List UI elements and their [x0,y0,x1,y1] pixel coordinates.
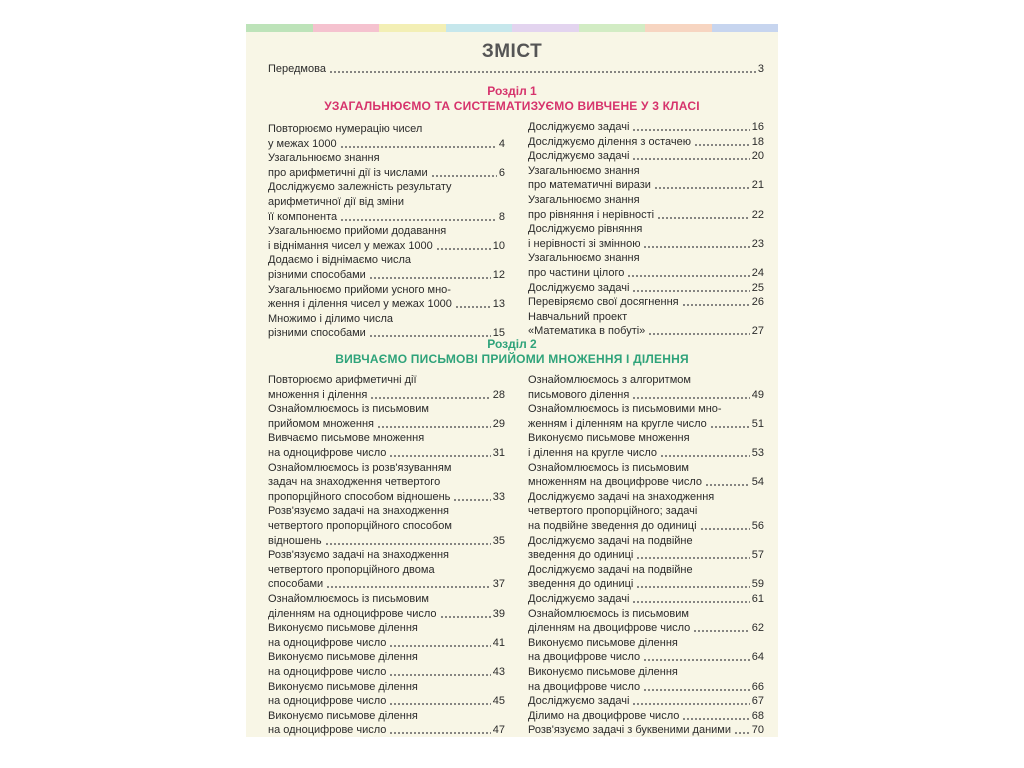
entry-last-line [268,137,505,151]
page-number: 70 [751,724,764,737]
entry-last-line [528,680,764,694]
page-number: 43 [492,666,505,678]
stripe-segment [446,24,513,32]
entry-text: на одноцифрове число [268,724,387,737]
dot-leader [636,557,749,559]
entry-text: її компонента [268,210,338,223]
entry-line: Досліджуємо задачі на подвійне [528,534,693,547]
page-number: 67 [751,695,764,708]
entry-line: Виконуємо письмове множення [528,432,690,445]
entry-line: Ознайомлюємось із письмовим [528,461,689,474]
entry-last-line [268,388,505,402]
page-number: 22 [751,208,764,221]
page-number: 3 [757,63,764,75]
entry-text: зведення до одиниці [528,578,634,591]
entry-line: Виконуємо письмове ділення [268,709,418,722]
entry-line: четвертого пропорційного двома [268,563,435,576]
page-number: 45 [492,695,505,708]
dot-leader [389,732,490,734]
entry-line: Ознайомлюємось з алгоритмом [528,374,691,386]
entry-last-line [528,694,764,708]
dot-leader [632,703,749,705]
entry-text: зведення до одиниці [528,549,634,562]
entry-text: Досліджуємо задачі [528,695,630,708]
dot-leader [694,144,750,146]
dot-leader [431,175,497,177]
page-number: 37 [492,578,505,591]
page-number: 6 [498,166,505,179]
entry-last-line [268,268,505,282]
entry-last-line [528,650,764,664]
entry-last-line [528,178,764,192]
page-number: 15 [492,327,505,340]
entry-text: діленням на одноцифрове число [268,607,437,620]
entry-text: різними способами [268,269,366,281]
entry-last-line [268,607,505,621]
entry-line: Повторюємо нумерацію чисел [268,123,423,135]
entry-line: Навчальний проект [528,310,628,323]
entry-last-line [268,297,505,311]
entry-line: Досліджуємо задачі на подвійне [528,563,693,576]
entry-text: женням і діленням на кругле число [528,417,707,430]
entry-last-line [528,592,764,606]
page-number: 23 [751,237,764,250]
entry-line: Досліджуємо залежність результату [268,181,452,194]
entry-text: Досліджуємо задачі [528,593,630,605]
dot-leader [389,455,490,457]
entry-line: Досліджуємо задачі на знаходження [528,490,715,503]
entry-text: на подвійне зведення до одиниці [528,520,697,532]
page-number: 28 [492,388,505,401]
dot-leader [632,129,749,131]
dot-leader [632,601,749,603]
entry-text: на одноцифрове число [268,447,387,459]
entry-last-line [268,166,505,180]
entry-last-line [268,534,505,548]
entry-text: Розв'язуємо задачі з буквеними даними [528,724,732,737]
entry-last-line [528,475,764,489]
page-number: 4 [498,137,505,150]
entry-text: різними способами [268,327,366,340]
entry-line: Узагальнюємо прийоми усного мно- [268,283,451,296]
dot-leader [440,616,491,618]
entry-last-line [268,490,505,504]
dot-leader [627,275,749,277]
page-number: 54 [751,476,764,489]
page-number: 49 [751,388,764,401]
page-number: 57 [751,549,764,562]
page-number: 24 [751,267,764,279]
entry-line: Ознайомлюємось із розв'язуванням [268,461,452,474]
entry-text: і віднімання чисел у межах 1000 [268,239,433,252]
stripe-segment [712,24,779,32]
entry-line: Розв'язуємо задачі на знаходження [268,549,449,562]
entry-text: про арифметичні дії із числами [268,166,428,179]
page-number: 31 [492,447,505,459]
page-number: 64 [751,651,764,664]
entry-line: арифметичної дії від зміни [268,196,404,208]
entry-last-line [528,723,764,737]
entry-last-line [528,237,764,251]
entry-text: про частини цілого [528,267,625,279]
entry-line: Ознайомлюємось із письмовим [268,593,429,605]
page-number: 56 [751,520,764,532]
page-number: 68 [751,709,764,722]
entry-line: Узагальнюємо знання [268,152,380,165]
page-title: ЗМІСТ [481,41,543,62]
page-number: 10 [492,239,505,252]
entry-text: письмового ділення [528,388,630,401]
dot-leader [325,543,491,545]
page-number: 53 [751,447,764,459]
dot-leader [734,732,750,734]
entry-text: на одноцифрове число [268,695,387,708]
entry-line: Ознайомлюємось із письмовим [268,403,429,416]
page-number: 62 [751,622,764,635]
entry-text: про рівняння і нерівності [528,208,655,221]
page-number: 59 [751,578,764,591]
dot-leader [643,246,749,248]
dot-leader [632,397,749,399]
entry-line: Повторюємо арифметичні дії [268,374,417,386]
dot-leader [389,645,490,647]
entry-line: Виконуємо письмове ділення [268,651,418,664]
entry-text: пропорційного способом відношень [268,490,451,503]
entry-last-line [528,709,764,723]
entry-text: на двоцифрове число [528,651,641,664]
dot-leader [389,703,490,705]
dot-leader [632,290,749,292]
page-number: 39 [492,607,505,620]
section-1-number: Розділ 1 [487,84,537,98]
entry-last-line [528,149,764,163]
entry-last-line [268,446,505,460]
dot-leader [455,306,491,308]
page-number: 8 [498,210,505,223]
dot-leader [682,718,749,720]
entry-text: Ділимо на двоцифрове число [528,709,680,722]
entry-line: Ознайомлюємось із письмовим [528,607,689,620]
dot-leader [370,397,490,399]
stripe-segment [379,24,446,32]
entry-last-line [528,417,764,431]
entry-last-line [268,239,505,253]
page-number: 61 [751,593,764,605]
stripe-segment [246,24,313,32]
toc-entry-preface [268,62,764,76]
entry-last-line [528,120,764,134]
entry-last-line [528,135,764,149]
entry-text: прийомом множення [268,417,374,430]
entry-text: Перевіряємо свої досягнення [528,296,679,309]
entry-text: способами [268,578,324,591]
entry-line: Вивчаємо письмове множення [268,432,425,445]
entry-last-line [268,417,505,431]
dot-leader [643,659,750,661]
entry-line: четвертого пропорційного; задачі [528,505,698,518]
page-number: 16 [751,121,764,133]
page-number: 33 [492,490,505,503]
page-number: 25 [751,281,764,294]
dot-leader [377,426,491,428]
dot-leader [648,333,749,335]
page-number: 18 [751,135,764,148]
dot-leader [340,146,497,148]
entry-line: Виконуємо письмове ділення [268,680,418,693]
entry-text: «Математика в побуті» [528,325,646,338]
entry-last-line [528,621,764,635]
entry-last-line [528,266,764,280]
page-number: 26 [751,296,764,309]
entry-line: Виконуємо письмове ділення [528,636,678,649]
entry-last-line [528,208,764,222]
entry-text: Досліджуємо задачі [528,150,630,163]
entry-line: Розв'язуємо задачі на знаходження [268,505,449,518]
entry-last-line [268,636,505,650]
stripe-segment [579,24,646,32]
entry-last-line [528,548,764,562]
entry-line: Узагальнюємо знання [528,164,640,177]
entry-last-line [268,577,505,591]
page-number: 47 [492,724,505,737]
page-number: 66 [751,680,764,693]
entry-line: Узагальнюємо прийоми додавання [268,225,447,238]
page-number: 35 [492,534,505,547]
entry-last-line [268,210,505,224]
toc-page [246,24,778,737]
stripe-segment [512,24,579,32]
entry-text: Передмова [268,63,326,75]
entry-last-line [528,519,764,533]
dot-leader [654,187,750,189]
dot-leader [453,499,490,501]
entry-line: Додаємо і віднімаємо числа [268,254,411,267]
entry-text: на одноцифрове число [268,666,387,678]
entry-last-line [528,577,764,591]
page-number: 21 [751,179,764,192]
page-number: 51 [751,417,764,430]
entry-last-line [268,694,505,708]
entry-last-line [528,388,764,402]
entry-text: діленням на двоцифрове число [528,622,691,635]
dot-leader [643,689,750,691]
stripe-segment [645,24,712,32]
color-stripe [246,24,778,32]
dot-leader [369,277,491,279]
dot-leader [636,586,749,588]
entry-text: на одноцифрове число [268,636,387,649]
page-number: 13 [492,298,505,311]
entry-text: Досліджуємо задачі [528,281,630,294]
dot-leader [436,248,491,250]
dot-leader [705,484,750,486]
entry-text: на двоцифрове число [528,680,641,693]
dot-leader [389,674,490,676]
dot-leader [329,71,756,73]
dot-leader [700,528,750,530]
entry-line: Досліджуємо рівняння [528,223,643,236]
dot-leader [693,630,749,632]
entry-line: задач на знаходження четвертого [268,476,441,489]
entry-text: множення і ділення [268,388,368,401]
dot-leader [657,217,750,219]
entry-text: і ділення на кругле число [528,447,658,459]
dot-leader [660,455,750,457]
page-number: 12 [492,269,505,281]
entry-last-line [268,723,505,737]
entry-line: четвертого пропорційного способом [268,520,452,532]
entry-last-line [528,295,764,309]
entry-text: Досліджуємо задачі [528,121,630,133]
entry-text: Досліджуємо ділення з остачею [528,135,691,148]
entry-line: Узагальнюємо знання [528,252,640,265]
page-number: 41 [492,636,505,649]
stripe-segment [313,24,380,32]
section-2-name: ВИВЧАЄМО ПИСЬМОВІ ПРИЙОМИ МНОЖЕННЯ І ДІЛЕННЯ [335,352,689,366]
entry-text: відношень [268,534,322,547]
dot-leader [710,426,750,428]
dot-leader [632,158,749,160]
entry-line: Множимо і ділимо числа [268,312,394,325]
entry-last-line [268,665,505,679]
entry-line: Виконуємо письмове ділення [528,666,678,678]
dot-leader [340,219,497,221]
entry-text: ження і ділення чисел у межах 1000 [268,298,452,311]
entry-last-line [528,281,764,295]
entry-text: і нерівності зі змінною [528,237,641,250]
page-number: 20 [751,150,764,163]
entry-text: у межах 1000 [268,137,337,150]
dot-leader [326,586,491,588]
entry-last-line [528,446,764,460]
entry-line: Виконуємо письмове ділення [268,622,418,635]
entry-line: Ознайомлюємось із письмовими мно- [528,403,722,416]
page-number: 29 [492,417,505,430]
entry-line: Узагальнюємо знання [528,194,640,206]
section-1-name: УЗАГАЛЬНЮЄМО ТА СИСТЕМАТИЗУЄМО ВИВЧЕНЕ У 3 КЛАСІ [324,99,700,113]
page-number: 27 [751,325,764,338]
entry-text: множенням на двоцифрове число [528,476,702,489]
entry-text: про математичні вирази [528,179,651,192]
section-2-number: Розділ 2 [487,337,537,351]
dot-leader [682,304,750,306]
